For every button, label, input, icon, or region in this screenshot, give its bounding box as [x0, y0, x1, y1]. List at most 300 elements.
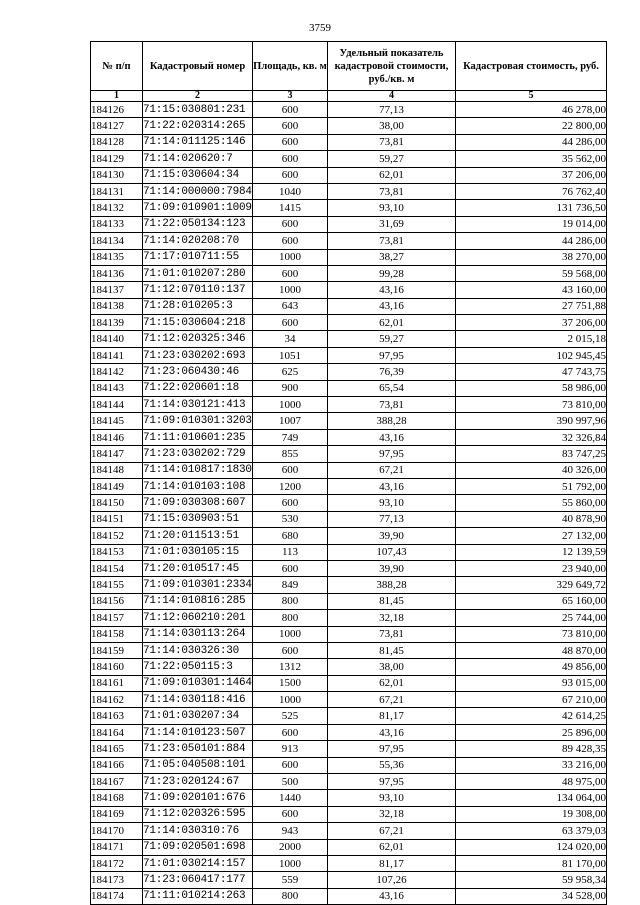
- cost-value: 390 997,96: [456, 413, 607, 429]
- cadastral-number: 71:14:030121:413: [143, 397, 253, 413]
- cadastral-number: 71:23:020124:67: [143, 774, 253, 790]
- rate-value: 43,16: [328, 478, 456, 494]
- cost-value: 37 206,00: [456, 315, 607, 331]
- cost-value: 93 015,00: [456, 675, 607, 691]
- cost-value: 131 736,50: [456, 200, 607, 216]
- area-value: 530: [253, 511, 328, 527]
- cost-value: 40 878,90: [456, 511, 607, 527]
- row-number: 184140: [91, 331, 143, 347]
- cost-value: 124 020,00: [456, 839, 607, 855]
- cadastral-number: 71:22:020314:265: [143, 118, 253, 134]
- area-value: 600: [253, 102, 328, 118]
- cost-value: 25 896,00: [456, 724, 607, 740]
- row-number: 184173: [91, 872, 143, 888]
- cost-value: 102 945,45: [456, 347, 607, 363]
- area-value: 900: [253, 380, 328, 396]
- row-number: 184150: [91, 495, 143, 511]
- table-row: [91, 757, 607, 773]
- cadastral-number: 71:14:030310:76: [143, 823, 253, 839]
- table-row: [91, 183, 607, 199]
- cost-value: 51 792,00: [456, 478, 607, 494]
- table-row: [91, 626, 607, 642]
- row-number: 184151: [91, 511, 143, 527]
- rate-value: 62,01: [328, 315, 456, 331]
- row-number: 184149: [91, 478, 143, 494]
- table-row: [91, 593, 607, 609]
- cadastral-number: 71:22:020601:18: [143, 380, 253, 396]
- table-row: [91, 298, 607, 314]
- cadastral-number: 71:12:060210:201: [143, 610, 253, 626]
- area-value: 625: [253, 364, 328, 380]
- cadastral-number: 71:23:060430:46: [143, 364, 253, 380]
- table-row: [91, 560, 607, 576]
- area-value: 913: [253, 741, 328, 757]
- row-number: 184141: [91, 347, 143, 363]
- rate-value: 97,95: [328, 347, 456, 363]
- cadastral-number: 71:09:020501:698: [143, 839, 253, 855]
- row-number: 184129: [91, 151, 143, 167]
- cadastral-number: 71:14:030326:30: [143, 642, 253, 658]
- area-value: 600: [253, 151, 328, 167]
- area-value: 600: [253, 233, 328, 249]
- cost-value: 58 986,00: [456, 380, 607, 396]
- table-body: [91, 102, 607, 905]
- cadastral-number: 71:11:010601:235: [143, 429, 253, 445]
- cadastral-number: 71:09:010301:3203: [143, 413, 253, 429]
- rate-value: 388,28: [328, 577, 456, 593]
- table-row: [91, 446, 607, 462]
- table-row: [91, 347, 607, 363]
- rate-value: 67,21: [328, 692, 456, 708]
- rate-value: 32,18: [328, 806, 456, 822]
- area-value: 525: [253, 708, 328, 724]
- row-number: 184168: [91, 790, 143, 806]
- area-value: 1000: [253, 626, 328, 642]
- row-number: 184143: [91, 380, 143, 396]
- area-value: 600: [253, 462, 328, 478]
- cadastral-number: 71:15:030604:218: [143, 315, 253, 331]
- cadastral-number: 71:28:010205:3: [143, 298, 253, 314]
- row-number: 184127: [91, 118, 143, 134]
- cost-value: 55 860,00: [456, 495, 607, 511]
- rate-value: 55,36: [328, 757, 456, 773]
- area-value: 113: [253, 544, 328, 560]
- area-value: 559: [253, 872, 328, 888]
- area-value: 749: [253, 429, 328, 445]
- cadastral-number: 71:01:030207:34: [143, 708, 253, 724]
- area-value: 34: [253, 331, 328, 347]
- area-value: 1040: [253, 183, 328, 199]
- area-value: 680: [253, 528, 328, 544]
- cost-value: 43 160,00: [456, 282, 607, 298]
- rate-value: 81,17: [328, 708, 456, 724]
- rate-value: 99,28: [328, 265, 456, 281]
- cadastral-number: 71:01:030214:157: [143, 855, 253, 871]
- cost-value: 63 379,03: [456, 823, 607, 839]
- table-row: [91, 331, 607, 347]
- table-row: [91, 265, 607, 281]
- table-row: [91, 675, 607, 691]
- cost-value: 83 747,25: [456, 446, 607, 462]
- area-value: 600: [253, 642, 328, 658]
- column-number: 5: [456, 91, 607, 102]
- table-row: [91, 544, 607, 560]
- cadastral-number: 71:23:060417:177: [143, 872, 253, 888]
- table-row: [91, 151, 607, 167]
- cost-value: 329 649,72: [456, 577, 607, 593]
- table-row: [91, 659, 607, 675]
- row-number: 184130: [91, 167, 143, 183]
- rate-value: 59,27: [328, 151, 456, 167]
- area-value: 1000: [253, 249, 328, 265]
- cost-value: 76 762,40: [456, 183, 607, 199]
- cadastral-number: 71:23:030202:693: [143, 347, 253, 363]
- table-row: [91, 610, 607, 626]
- rate-value: 67,21: [328, 823, 456, 839]
- area-value: 1440: [253, 790, 328, 806]
- row-number: 184139: [91, 315, 143, 331]
- cost-value: 27 751,88: [456, 298, 607, 314]
- area-value: 1000: [253, 397, 328, 413]
- area-value: 600: [253, 806, 328, 822]
- cost-value: 25 744,00: [456, 610, 607, 626]
- table-row: [91, 855, 607, 871]
- area-value: 600: [253, 495, 328, 511]
- table-row: [91, 708, 607, 724]
- table-row: [91, 495, 607, 511]
- row-number: 184170: [91, 823, 143, 839]
- row-number: 184146: [91, 429, 143, 445]
- table-row: [91, 200, 607, 216]
- cadastral-number: 71:12:020325:346: [143, 331, 253, 347]
- row-number: 184165: [91, 741, 143, 757]
- cost-value: 33 216,00: [456, 757, 607, 773]
- cadastral-number: 71:14:020620:7: [143, 151, 253, 167]
- cost-value: 44 286,00: [456, 233, 607, 249]
- rate-value: 32,18: [328, 610, 456, 626]
- area-value: 600: [253, 724, 328, 740]
- area-value: 943: [253, 823, 328, 839]
- area-value: 1000: [253, 692, 328, 708]
- cadastral-number: 71:14:030118:416: [143, 692, 253, 708]
- table-row: [91, 888, 607, 904]
- area-value: 1051: [253, 347, 328, 363]
- cadastral-number: 71:09:020101:676: [143, 790, 253, 806]
- cost-value: 73 810,00: [456, 397, 607, 413]
- cost-value: 12 139,59: [456, 544, 607, 560]
- cadastral-number: 71:11:010214:263: [143, 888, 253, 904]
- cost-value: 89 428,35: [456, 741, 607, 757]
- table-row: [91, 872, 607, 888]
- rate-value: 73,81: [328, 626, 456, 642]
- area-value: 2000: [253, 839, 328, 855]
- cost-value: 67 210,00: [456, 692, 607, 708]
- table-header: [91, 42, 607, 102]
- row-number: 184134: [91, 233, 143, 249]
- rate-value: 73,81: [328, 233, 456, 249]
- row-number: 184147: [91, 446, 143, 462]
- area-value: 600: [253, 757, 328, 773]
- area-value: 1312: [253, 659, 328, 675]
- table-row: [91, 282, 607, 298]
- cadastral-number: 71:14:010123:507: [143, 724, 253, 740]
- cadastral-number: 71:14:030113:264: [143, 626, 253, 642]
- cost-value: 59 958,34: [456, 872, 607, 888]
- table-row: [91, 692, 607, 708]
- table-row: [91, 741, 607, 757]
- table-row: [91, 511, 607, 527]
- area-value: 600: [253, 315, 328, 331]
- rate-value: 62,01: [328, 675, 456, 691]
- table-row: [91, 233, 607, 249]
- rate-value: 31,69: [328, 216, 456, 232]
- cadastral-number: 71:15:030903:51: [143, 511, 253, 527]
- table-row: [91, 102, 607, 118]
- area-value: 800: [253, 888, 328, 904]
- row-number: 184172: [91, 855, 143, 871]
- area-value: 600: [253, 167, 328, 183]
- rate-value: 97,95: [328, 446, 456, 462]
- row-number: 184157: [91, 610, 143, 626]
- area-value: 1500: [253, 675, 328, 691]
- rate-value: 107,43: [328, 544, 456, 560]
- table-row: [91, 249, 607, 265]
- table-row: [91, 118, 607, 134]
- area-value: 1000: [253, 282, 328, 298]
- cadastral-number: 71:15:030801:231: [143, 102, 253, 118]
- table-row: [91, 429, 607, 445]
- table-row: [91, 134, 607, 150]
- rate-value: 97,95: [328, 774, 456, 790]
- table-row: [91, 839, 607, 855]
- table-row: [91, 774, 607, 790]
- area-value: 1200: [253, 478, 328, 494]
- cost-value: 59 568,00: [456, 265, 607, 281]
- rate-value: 39,90: [328, 560, 456, 576]
- row-number: 184144: [91, 397, 143, 413]
- cost-value: 134 064,00: [456, 790, 607, 806]
- row-number: 184132: [91, 200, 143, 216]
- cadastral-table: [90, 41, 607, 905]
- table-row: [91, 478, 607, 494]
- cadastral-number: 71:09:030308:607: [143, 495, 253, 511]
- row-number: 184166: [91, 757, 143, 773]
- cadastral-number: 71:23:050101:884: [143, 741, 253, 757]
- cadastral-number: 71:14:011125:146: [143, 134, 253, 150]
- area-value: 1415: [253, 200, 328, 216]
- cadastral-number: 71:09:010301:2334: [143, 577, 253, 593]
- rate-value: 43,16: [328, 429, 456, 445]
- cost-value: 34 528,00: [456, 888, 607, 904]
- cadastral-number: 71:20:010517:45: [143, 560, 253, 576]
- cadastral-number: 71:05:040508:101: [143, 757, 253, 773]
- column-number: 1: [91, 91, 143, 102]
- row-number: 184154: [91, 560, 143, 576]
- rate-value: 43,16: [328, 724, 456, 740]
- row-number: 184162: [91, 692, 143, 708]
- cost-value: 23 940,00: [456, 560, 607, 576]
- table-row: [91, 577, 607, 593]
- rate-value: 97,95: [328, 741, 456, 757]
- area-value: 855: [253, 446, 328, 462]
- area-value: 600: [253, 265, 328, 281]
- cadastral-number: 71:17:010711:55: [143, 249, 253, 265]
- rate-value: 73,81: [328, 397, 456, 413]
- row-number: 184137: [91, 282, 143, 298]
- cost-value: 42 614,25: [456, 708, 607, 724]
- area-value: 600: [253, 118, 328, 134]
- cadastral-number: 71:14:010816:285: [143, 593, 253, 609]
- table-row: [91, 167, 607, 183]
- rate-value: 38,00: [328, 659, 456, 675]
- cadastral-number: 71:22:050134:123: [143, 216, 253, 232]
- cadastral-number: 71:14:020208:70: [143, 233, 253, 249]
- cost-value: 40 326,00: [456, 462, 607, 478]
- rate-value: 81,17: [328, 855, 456, 871]
- area-value: 800: [253, 610, 328, 626]
- row-number: 184174: [91, 888, 143, 904]
- row-number: 184152: [91, 528, 143, 544]
- row-number: 184133: [91, 216, 143, 232]
- row-number: 184158: [91, 626, 143, 642]
- table-row: [91, 216, 607, 232]
- cost-value: 49 856,00: [456, 659, 607, 675]
- table-row: [91, 397, 607, 413]
- table-row: [91, 380, 607, 396]
- row-number: 184169: [91, 806, 143, 822]
- cost-value: 48 975,00: [456, 774, 607, 790]
- cadastral-number: 71:20:011513:51: [143, 528, 253, 544]
- rate-value: 62,01: [328, 839, 456, 855]
- rate-value: 39,90: [328, 528, 456, 544]
- cost-value: 37 206,00: [456, 167, 607, 183]
- row-number: 184126: [91, 102, 143, 118]
- rate-value: 59,27: [328, 331, 456, 347]
- row-number: 184159: [91, 642, 143, 658]
- cost-value: 19 308,00: [456, 806, 607, 822]
- cost-value: 32 326,84: [456, 429, 607, 445]
- rate-value: 93,10: [328, 790, 456, 806]
- rate-value: 73,81: [328, 183, 456, 199]
- rate-value: 43,16: [328, 282, 456, 298]
- rate-value: 107,26: [328, 872, 456, 888]
- cost-value: 2 015,18: [456, 331, 607, 347]
- column-number-row: [91, 91, 607, 102]
- area-value: 500: [253, 774, 328, 790]
- header-cadastral: Кадастровый номер: [143, 42, 253, 91]
- cadastral-number: 71:12:070110:137: [143, 282, 253, 298]
- row-number: 184160: [91, 659, 143, 675]
- cost-value: 73 810,00: [456, 626, 607, 642]
- cost-value: 47 743,75: [456, 364, 607, 380]
- table-row: [91, 724, 607, 740]
- row-number: 184161: [91, 675, 143, 691]
- cadastral-number: 71:15:030604:34: [143, 167, 253, 183]
- cost-value: 65 160,00: [456, 593, 607, 609]
- area-value: 600: [253, 560, 328, 576]
- header-cost: Кадастровая стоимость, руб.: [456, 42, 607, 91]
- cadastral-number: 71:12:020326:595: [143, 806, 253, 822]
- rate-value: 81,45: [328, 642, 456, 658]
- page-number: 3759: [309, 22, 331, 34]
- rate-value: 77,13: [328, 102, 456, 118]
- header-num: № п/п: [91, 42, 143, 91]
- rate-value: 62,01: [328, 167, 456, 183]
- cost-value: 35 562,00: [456, 151, 607, 167]
- table-row: [91, 642, 607, 658]
- rate-value: 65,54: [328, 380, 456, 396]
- row-number: 184156: [91, 593, 143, 609]
- header-rate: Удельный показатель кадастровой стоимости, руб./кв. м: [328, 42, 456, 91]
- cadastral-number: 71:01:010207:280: [143, 265, 253, 281]
- cost-value: 81 170,00: [456, 855, 607, 871]
- row-number: 184128: [91, 134, 143, 150]
- area-value: 600: [253, 134, 328, 150]
- row-number: 184148: [91, 462, 143, 478]
- table-row: [91, 462, 607, 478]
- rate-value: 76,39: [328, 364, 456, 380]
- table-row: [91, 528, 607, 544]
- column-number: 2: [143, 91, 253, 102]
- cost-value: 27 132,00: [456, 528, 607, 544]
- cadastral-number: 71:14:010103:108: [143, 478, 253, 494]
- row-number: 184167: [91, 774, 143, 790]
- cadastral-number: 71:09:010301:1464: [143, 675, 253, 691]
- table-row: [91, 364, 607, 380]
- rate-value: 93,10: [328, 200, 456, 216]
- cost-value: 44 286,00: [456, 134, 607, 150]
- column-number: 3: [253, 91, 328, 102]
- row-number: 184136: [91, 265, 143, 281]
- row-number: 184171: [91, 839, 143, 855]
- row-number: 184138: [91, 298, 143, 314]
- cost-value: 48 870,00: [456, 642, 607, 658]
- area-value: 800: [253, 593, 328, 609]
- table-row: [91, 413, 607, 429]
- area-value: 1007: [253, 413, 328, 429]
- row-number: 184135: [91, 249, 143, 265]
- table-row: [91, 315, 607, 331]
- area-value: 600: [253, 216, 328, 232]
- row-number: 184164: [91, 724, 143, 740]
- cost-value: 19 014,00: [456, 216, 607, 232]
- cadastral-number: 71:09:010901:1009: [143, 200, 253, 216]
- row-number: 184145: [91, 413, 143, 429]
- header-row: [91, 42, 607, 91]
- rate-value: 388,28: [328, 413, 456, 429]
- table-row: [91, 790, 607, 806]
- table-row: [91, 823, 607, 839]
- cadastral-number: 71:23:030202:729: [143, 446, 253, 462]
- row-number: 184142: [91, 364, 143, 380]
- area-value: 849: [253, 577, 328, 593]
- row-number: 184131: [91, 183, 143, 199]
- cadastral-number: 71:22:050115:3: [143, 659, 253, 675]
- row-number: 184153: [91, 544, 143, 560]
- rate-value: 38,00: [328, 118, 456, 134]
- column-number: 4: [328, 91, 456, 102]
- header-area: Площадь, кв. м: [253, 42, 328, 91]
- rate-value: 73,81: [328, 134, 456, 150]
- rate-value: 43,16: [328, 298, 456, 314]
- area-value: 1000: [253, 855, 328, 871]
- cost-value: 46 278,00: [456, 102, 607, 118]
- rate-value: 43,16: [328, 888, 456, 904]
- cost-value: 38 270,00: [456, 249, 607, 265]
- rate-value: 38,27: [328, 249, 456, 265]
- row-number: 184163: [91, 708, 143, 724]
- rate-value: 67,21: [328, 462, 456, 478]
